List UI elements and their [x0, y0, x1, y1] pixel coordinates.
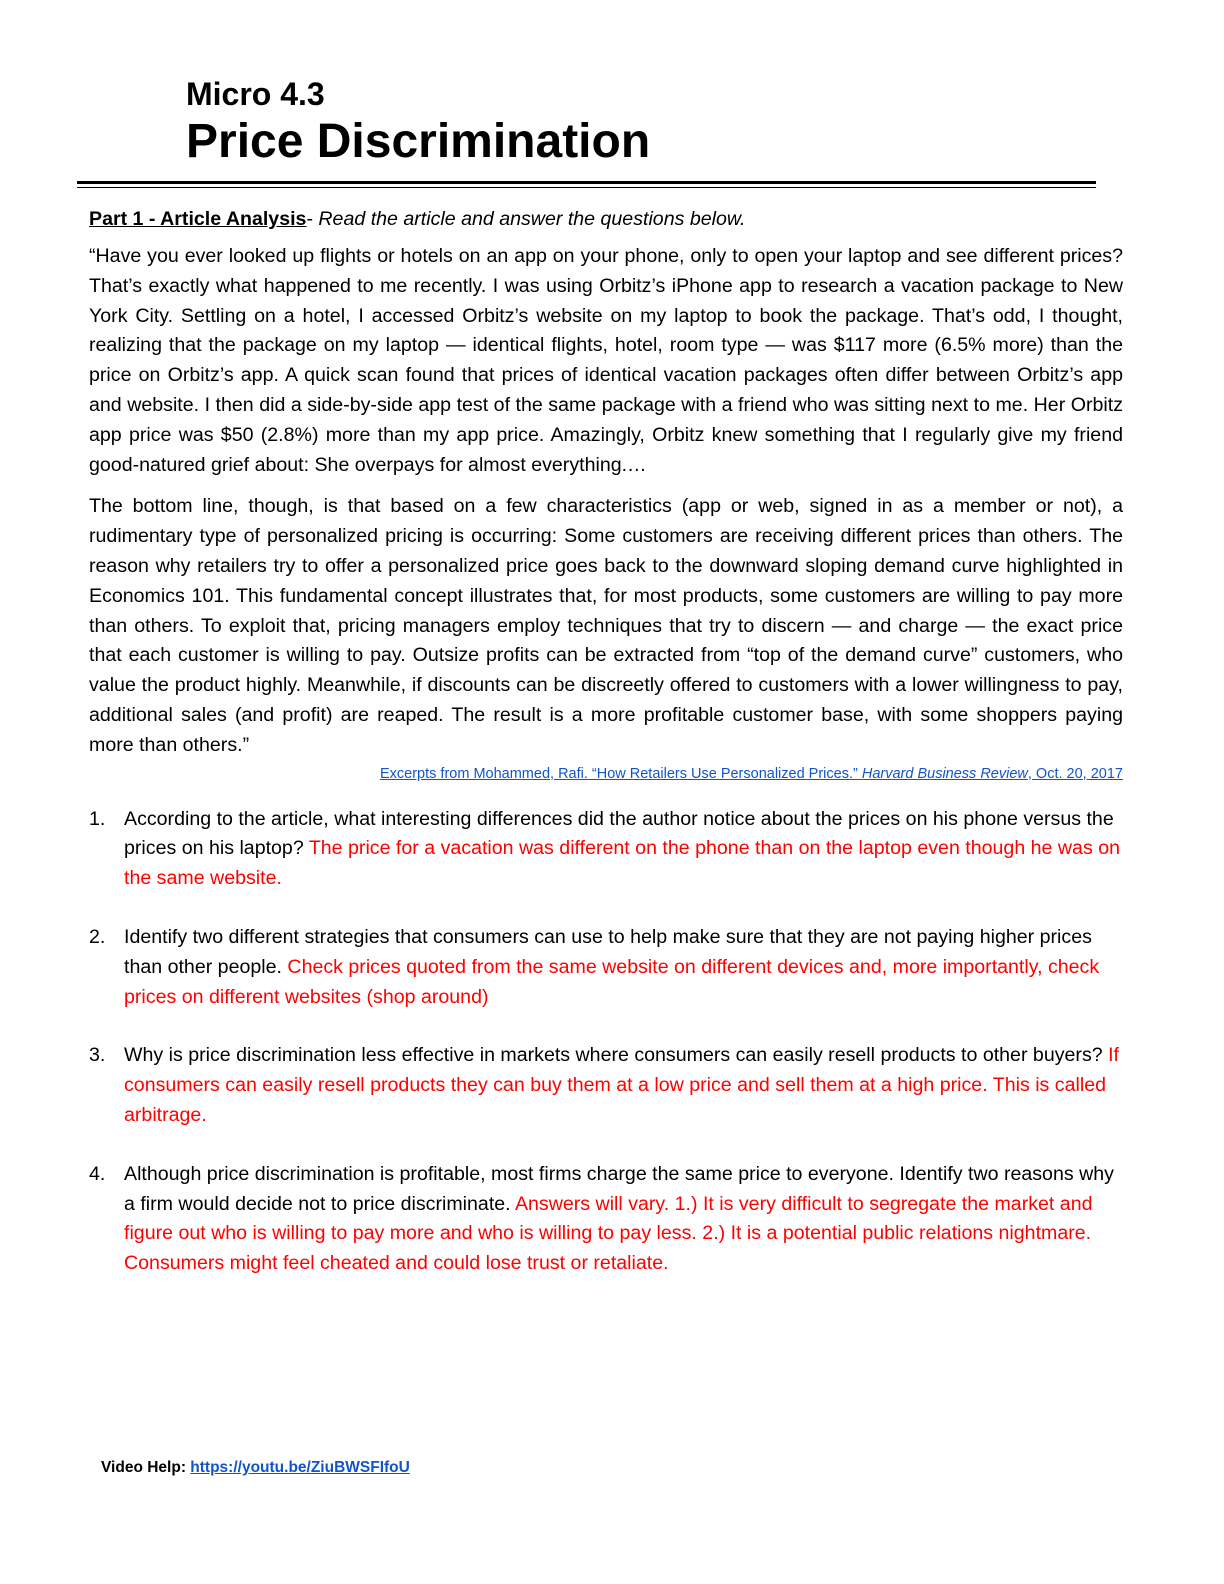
video-help-label: Video Help:: [101, 1459, 191, 1476]
question-text: According to the article, what interesting differences did the author notice about the prices on his phone versus the prices on his laptop?: [124, 807, 1114, 860]
answer-text: If consumers can easily resell products they can buy them at a low price and sell them at a high price. This is called arbitrage.: [124, 1044, 1119, 1126]
part-heading: [89, 205, 1123, 233]
question-text: Why is price discrimination less effective in markets where consumers can easily resell products to other buyers?: [124, 1044, 1109, 1067]
part-label: Part 1 - Article Analysis: [89, 208, 307, 230]
answer-text: Answers will vary. 1.) It is very difficult to segregate the market and figure out who is willing to pay more and who is willing to pay less. 2.) It is a potential public relations nightmare. Consumers might feel cheated and could lose trust or retaliate.: [124, 1192, 1093, 1275]
main-content: [89, 205, 1123, 1308]
question-item: [89, 1160, 1123, 1279]
document-header: [186, 74, 650, 170]
part-separator: -: [306, 208, 319, 230]
answer-text: Check prices quoted from the same website on different devices and, more importantly, check prices on different websites (shop around): [124, 955, 1100, 1008]
header-divider-thick: [77, 181, 1096, 184]
citation-prefix: Excerpts from Mohammed, Rafi. “How Retailers Use Personalized Prices.”: [379, 765, 862, 782]
lesson-number: Micro 4.3: [186, 76, 325, 112]
video-help-footer: [101, 1457, 410, 1479]
article-citation-link[interactable]: [89, 765, 1123, 783]
question-item: [89, 805, 1123, 894]
header-divider-thin: [77, 187, 1096, 188]
question-text: Although price discrimination is profitable, most firms charge the same price to everyone. Identify two reasons why a firm would decide not to price discriminate.: [124, 1162, 1114, 1215]
question-item: [89, 923, 1123, 1012]
citation-suffix: , Oct. 20, 2017: [1027, 765, 1123, 782]
question-text: Identify two different strategies that consumers can use to help make sure that they are not paying higher prices than other people.: [124, 925, 1092, 978]
article-paragraph-2: The bottom line, though, is that based on a few characteristics (app or web, signed in as a member or not), a rudimentary type of personalized pricing is occurring: Some customers are receiving different prices than others. The reason why retailers try to offer a personalized price goes back to the downward sloping demand curve highlighted in Economics 101. This fundamental concept illustrates that, for most products, some customers are willing to pay more than others. To exploit that, pricing managers employ techniques that try to discern — and charge — the exact price that each customer is willing to pay. Outsize profits can be extracted from “top of the demand curve” customers, who value the product highly. Meanwhile, if discounts can be discreetly offered to customers with a lower willingness to pay, additional sales (and profit) are reaped. The result is a more profitable customer base, with some shoppers paying more than others.”: [89, 495, 1123, 756]
article-paragraph-1: “Have you ever looked up flights or hotels on an app on your phone, only to open your laptop and see different prices? That’s exactly what happened to me recently. I was using Orbitz’s iPhone app to research a vacation package to New York City. Settling on a hotel, I accessed Orbitz’s website on my laptop to book the package. That’s odd, I thought, realizing that the package on my laptop — identical flights, hotel, room type — was $117 more (6.5% more) than the price on Orbitz’s app. A quick scan found that prices of identical vacation packages often differ between Orbitz’s app and website. I then did a side-by-side app test of the same package with a friend who was sitting next to me. Her Orbitz app price was $50 (2.8%) more than my app price. Amazingly, Orbitz knew something that I regularly give my friend good-natured grief about: She overpays for almost everything.…: [89, 245, 1123, 476]
question-number: 2.: [89, 925, 106, 948]
video-help-link[interactable]: https://youtu.be/ZiuBWSFIfoU: [190, 1459, 410, 1476]
question-number: 3.: [89, 1044, 106, 1067]
question-item: [89, 1041, 1123, 1130]
citation-source: Harvard Business Review: [861, 765, 1028, 782]
question-number: 1.: [89, 807, 106, 830]
page-title: Price Discrimination: [186, 115, 651, 168]
part-instruction: Read the article and answer the questions below.: [318, 208, 746, 230]
question-list: [89, 805, 1123, 1279]
question-number: 4.: [89, 1162, 106, 1185]
answer-text: The price for a vacation was different on the phone than on the laptop even though he was on the same website.: [124, 837, 1120, 890]
